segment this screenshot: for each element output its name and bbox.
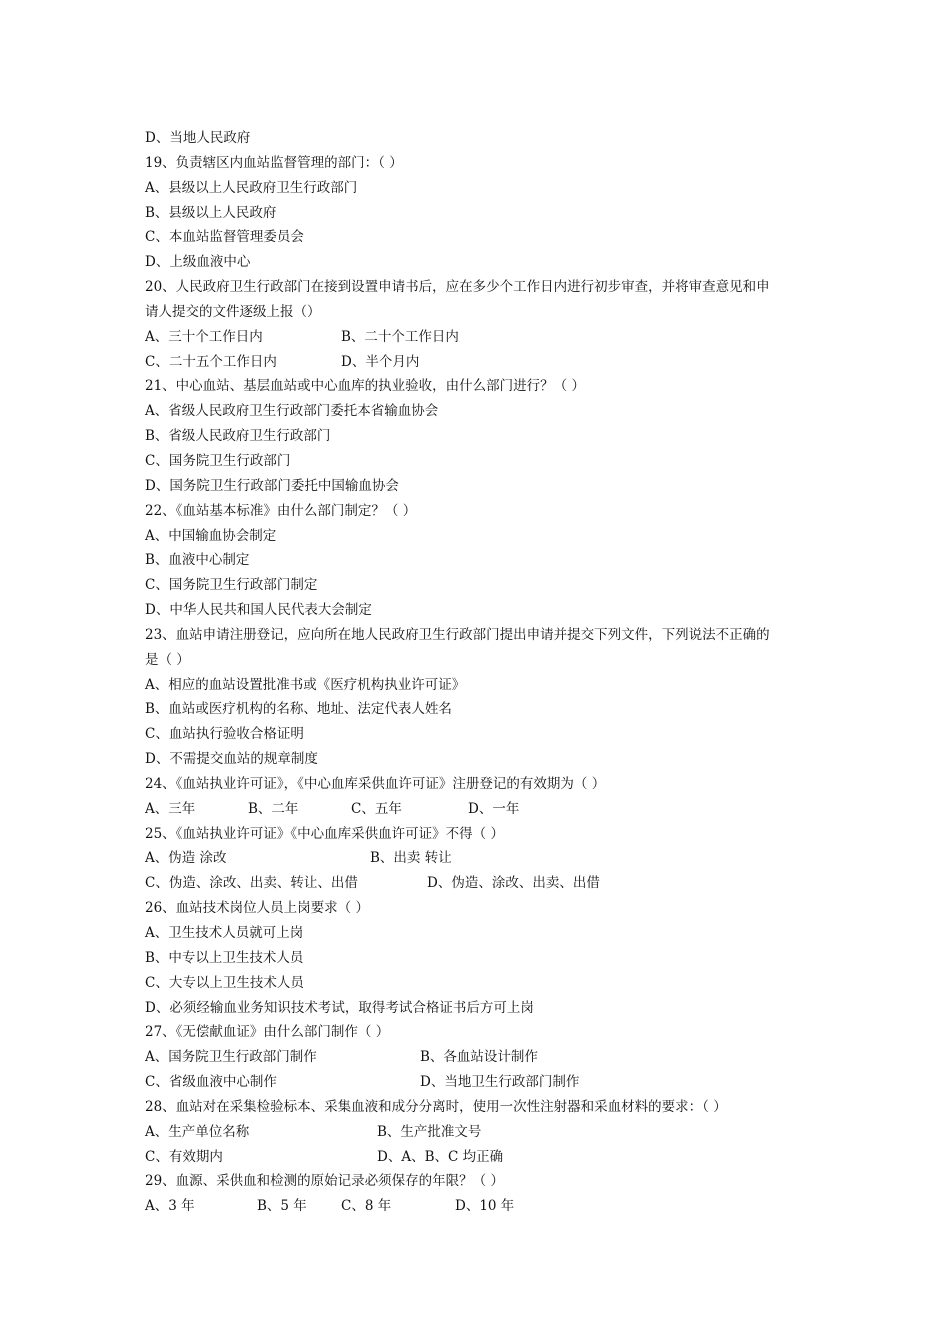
text-line: D、中华人民共和国人民代表大会制定 — [145, 602, 372, 619]
text-line: B、省级人民政府卫生行政部门 — [145, 428, 331, 445]
option-text: C、伪造、涂改、出卖、转让、出借 — [145, 875, 358, 892]
text-line: B、中专以上卫生技术人员 — [145, 949, 304, 966]
text-line — [145, 1070, 825, 1095]
option-text: A、三十个工作日内 — [145, 328, 263, 345]
text-line: B、血站或医疗机构的名称、地址、法定代表人姓名 — [145, 701, 452, 718]
option-text: D、伪造、涂改、出卖、出借 — [427, 875, 600, 892]
text-line — [145, 1045, 825, 1070]
option-text: C、省级血液中心制作 — [145, 1074, 277, 1091]
option-text: D、当地卫生行政部门制作 — [420, 1074, 580, 1091]
text-line — [145, 871, 825, 896]
text-line: D、必须经输血业务知识技术考试，取得考试合格证书后方可上岗 — [145, 999, 534, 1016]
text-line: C、血站执行验收合格证明 — [145, 726, 304, 743]
option-text: A、生产单位名称 — [145, 1123, 250, 1140]
option-text: C、五年 — [351, 800, 402, 817]
text-line — [145, 797, 825, 822]
option-text: C、有效期内 — [145, 1148, 223, 1165]
option-text: A、3 年 — [145, 1198, 195, 1215]
text-line — [145, 1120, 825, 1145]
option-text: D、一年 — [468, 800, 520, 817]
text-line: 29、血源、采供血和检测的原始记录必须保存的年限？（ ） — [145, 1173, 504, 1190]
option-text: C、8 年 — [341, 1198, 392, 1215]
text-line: 27、《无偿献血证》由什么部门制作（ ） — [145, 1024, 390, 1041]
text-line: A、县级以上人民政府卫生行政部门 — [145, 179, 358, 196]
option-text: B、二十个工作日内 — [341, 328, 459, 345]
option-text: A、伪造 涂改 — [145, 850, 227, 867]
text-line: B、血液中心制定 — [145, 552, 250, 569]
text-line: A、中国输血协会制定 — [145, 527, 277, 544]
option-text: C、二十五个工作日内 — [145, 353, 277, 370]
option-text: B、各血站设计制作 — [420, 1049, 538, 1066]
option-text: D、A、B、C 均正确 — [377, 1148, 504, 1165]
option-text: A、国务院卫生行政部门制作 — [145, 1049, 317, 1066]
text-line: 请人提交的文件逐级上报（） — [145, 303, 321, 320]
text-line: 23、血站申请注册登记，应向所在地人民政府卫生行政部门提出申请并提交下列文件，下列说法不正确的 — [145, 626, 770, 643]
text-line — [145, 350, 825, 375]
text-line: C、本血站监督管理委员会 — [145, 229, 304, 246]
text-line: 19、负责辖区内血站监督管理的部门：（ ） — [145, 154, 403, 171]
text-line: A、省级人民政府卫生行政部门委托本省输血协会 — [145, 403, 439, 420]
option-text: D、半个月内 — [341, 353, 420, 370]
option-text: B、5 年 — [257, 1198, 307, 1215]
text-line — [145, 1145, 825, 1170]
text-line: 24、《血站执业许可证》，《中心血库采供血许可证》注册登记的有效期为（ ） — [145, 775, 606, 792]
option-text: B、二年 — [248, 800, 299, 817]
option-text: D、10 年 — [455, 1198, 515, 1215]
text-line: 25、《血站执业许可证》《中心血库采供血许可证》不得（ ） — [145, 825, 504, 842]
document-page — [145, 126, 825, 1219]
text-line: 26、血站技术岗位人员上岗要求（ ） — [145, 900, 369, 917]
text-line: 28、血站对在采集检验标本、采集血液和成分分离时，使用一次性注射器和采血材料的要求：（ ） — [145, 1098, 727, 1115]
text-line: B、县级以上人民政府 — [145, 204, 277, 221]
text-line — [145, 325, 825, 350]
text-line: C、大专以上卫生技术人员 — [145, 974, 304, 991]
text-line: 21、中心血站、基层血站或中心血库的执业验收，由什么部门进行？（ ） — [145, 378, 585, 395]
text-line: C、国务院卫生行政部门 — [145, 452, 291, 469]
text-line: D、不需提交血站的规章制度 — [145, 751, 318, 768]
text-line: D、上级血液中心 — [145, 254, 251, 271]
text-line: A、相应的血站设置批准书或《医疗机构执业许可证》 — [145, 676, 466, 693]
text-line: 是（ ） — [145, 651, 190, 668]
text-line: A、卫生技术人员就可上岗 — [145, 925, 304, 941]
text-line: D、国务院卫生行政部门委托中国输血协会 — [145, 477, 399, 494]
text-line: D、当地人民政府 — [145, 130, 251, 146]
text-line: 22、《血站基本标准》由什么部门制定？（ ） — [145, 502, 417, 519]
option-text: B、生产批准文号 — [377, 1123, 482, 1140]
text-line: C、国务院卫生行政部门制定 — [145, 577, 318, 594]
text-line — [145, 1194, 825, 1219]
text-line — [145, 846, 825, 871]
text-line: 20、人民政府卫生行政部门在接到设置申请书后，应在多少个工作日内进行初步审查，并将审查意见和申 — [145, 279, 770, 296]
option-text: A、三年 — [145, 800, 196, 817]
option-text: B、出卖 转让 — [370, 850, 452, 867]
